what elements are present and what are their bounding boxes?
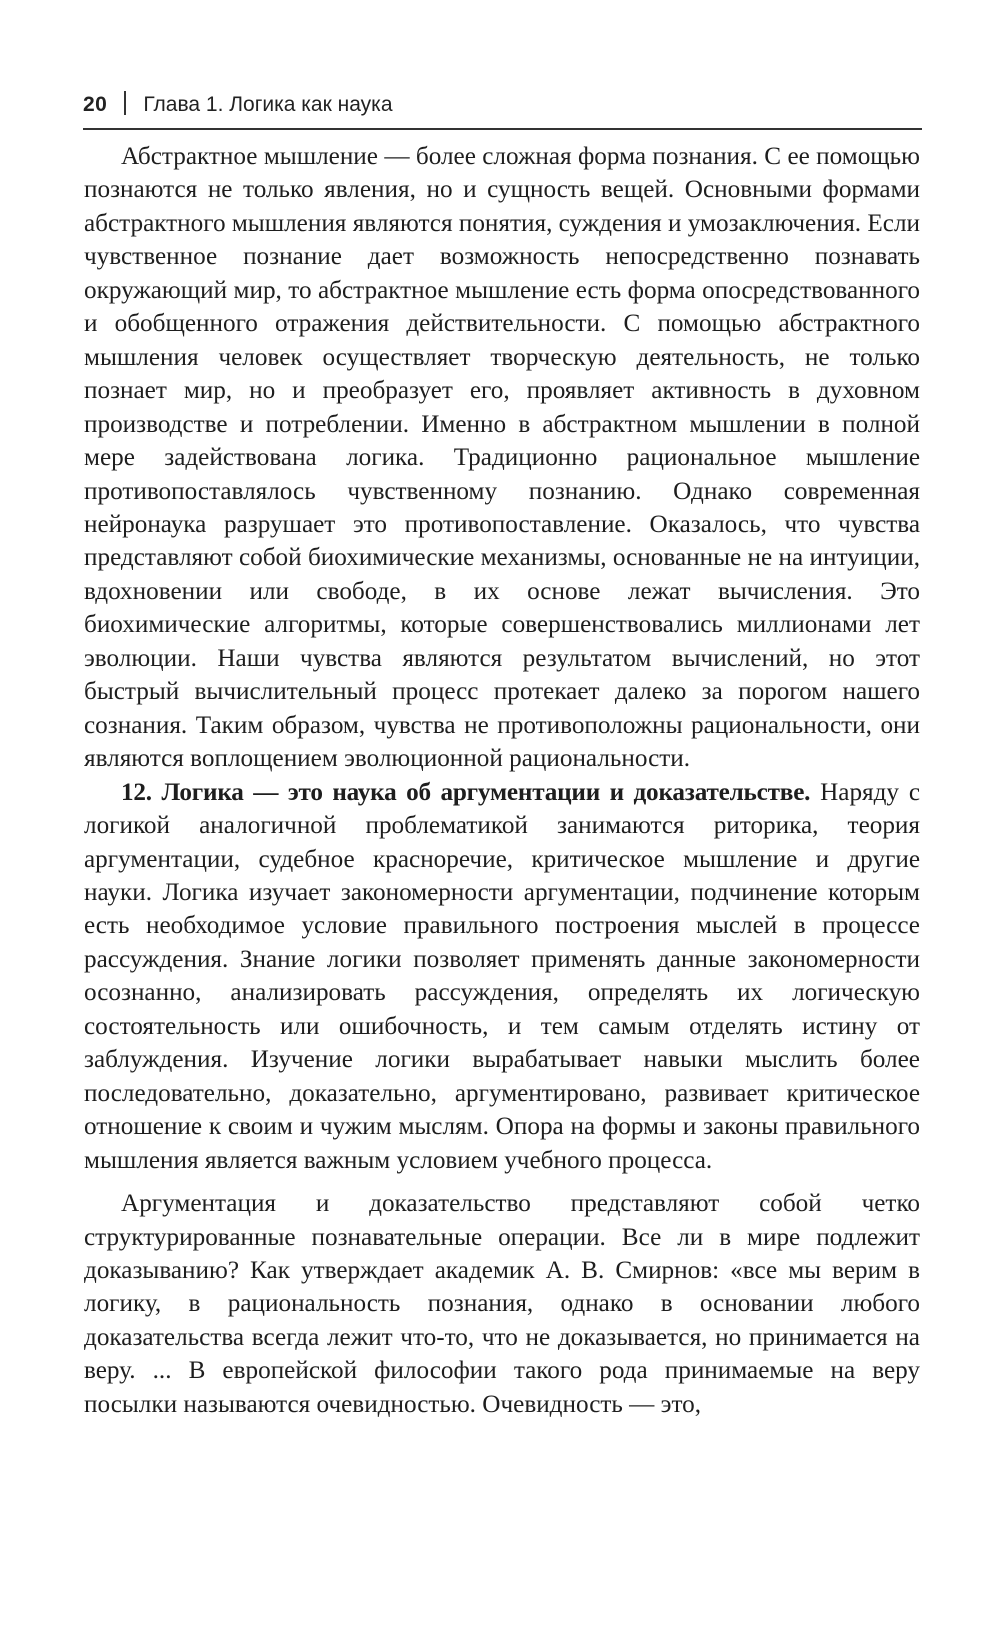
header-rule: [83, 128, 922, 130]
chapter-title: Глава 1. Логика как наука: [143, 93, 393, 116]
page-number: 20: [83, 93, 108, 116]
section-lead-heading: 12. Логика — это наука об аргументации и доказательстве.: [121, 778, 811, 806]
paragraph-text: Абстрактное мышление — более сложная форма познания. С ее помощью познаются не только явления, но и сущность вещей. Основными формами абстрактного мышления являются понятия, суждения и умозаключения. Если чувственное познание дает возможность непосредственно познавать окружающий мир, то абстрактное мышление есть форма опосредствованного и обобщенного отражения действительности. С помощью абстрактного мышления человек осуществляет творческую деятельность, не только познает мир, но и преобразует его, проявляет активность в духовном производстве и потреблении. Именно в абстрактном мышлении в полной мере задействована логика. Традиционно рациональное мышление противопоставлялось чувственному познанию. Однако современная нейронаука разрушает это противопоставление. Оказалось, что чувства представляют собой биохимические механизмы, основанные не на интуиции, вдохновении или свободе, в их основе лежат вычисления. Это биохимические алгоритмы, которые совершенствовались миллионами лет эволюции. Наши чувства являются результатом вычислений, но этот быстрый вычислительный процесс протекает далеко за порогом нашего сознания. Таким образом, чувства не противоположны рациональности, они являются воплощением эволюционной рациональности.: [84, 143, 920, 773]
paragraph-text: Аргументация и доказательство представляют собой четко структурированные познавательные операции. Все ли в мире подлежит доказыванию? Как утверждает академик А. В. Смирнов: «все мы верим в логику, в рациональность познания, однако в основании любого доказательства всегда лежит что-то, что не доказывается, но принимается на веру. ... В европейской философии такого рода принимаемые на веру посылки называются очевидностью. Очевидность — это,: [84, 1190, 920, 1418]
paragraph-abstract-thinking: [84, 140, 920, 776]
header-separator: [124, 91, 126, 115]
running-header: [83, 88, 923, 124]
paragraph-text: Наряду с логикой аналогичной проблематикой занимаются риторика, теория аргументации, судебное красноречие, критическое мышление и другие науки. Логика изучает закономерности аргументации, подчинение которым есть необходимое условие правильного построения мыслей в процессе рассуждения. Знание логики позволяет применять данные закономерности осознанно, анализировать рассуждения, определять их логическую состоятельность или ошибочность, и тем самым отделять истину от заблуждения. Изучение логики вырабатывает навыки мыслить более последовательно, доказательно, аргументировано, развивает критическое отношение к своим и чужим мыслям. Опора на формы и законы правильного мышления является важным условием учебного процесса.: [84, 778, 920, 1174]
paragraph-logic-argumentation: [84, 776, 920, 1177]
paragraph-argumentation-proof: [84, 1187, 920, 1421]
body-text: [84, 140, 920, 1421]
